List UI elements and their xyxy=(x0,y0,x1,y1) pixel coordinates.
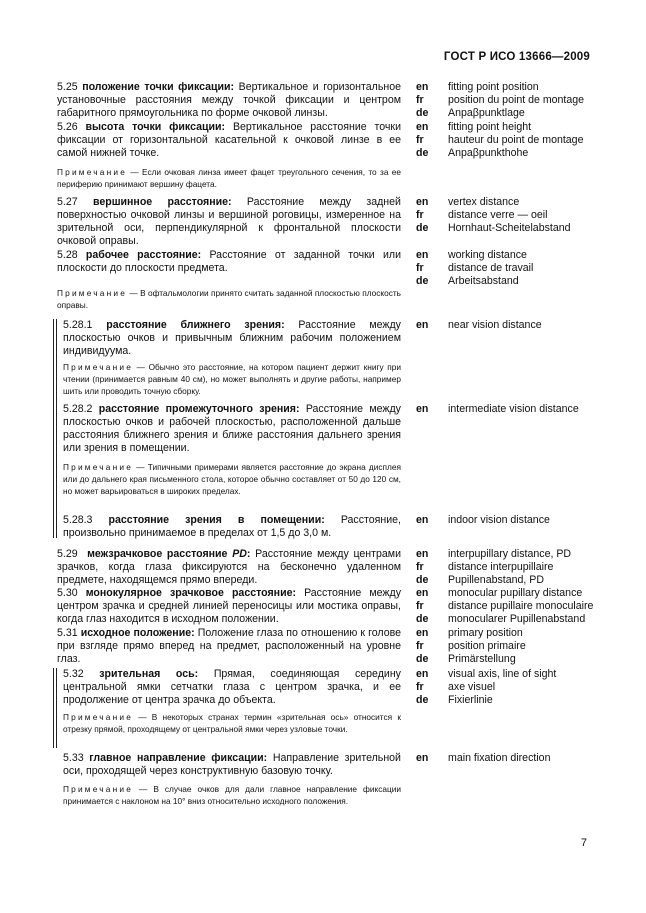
translation: interpupillary distance, PD xyxy=(448,548,572,560)
lang-code: en xyxy=(416,627,429,639)
term-number: 5.28.2 xyxy=(63,403,93,415)
term-number: 5.32 xyxy=(63,668,84,680)
term-definition: Расстояние между плоскостью очков и рабочей плоскостью, расположенной дальше расстояния ближнего зрения и ближе расстояния дальнего зрения или зрения в помещении. xyxy=(63,403,401,455)
lang-code: en xyxy=(416,403,429,415)
entry-5-33 xyxy=(63,752,401,778)
note-5-28-2 xyxy=(63,462,401,497)
translation: distance pupillaire monoculaire xyxy=(448,600,594,613)
term-number: 5.28 xyxy=(57,249,78,261)
term-number: 5.30 xyxy=(57,587,78,599)
term: вершинное расстояние: xyxy=(92,196,232,208)
translation: axe visuel xyxy=(448,681,496,694)
entry-5-28-2 xyxy=(63,403,401,455)
lang-code: fr xyxy=(416,561,424,574)
translations-5-28-1 xyxy=(416,319,542,332)
translation: near vision distance xyxy=(448,319,542,331)
lang-code: de xyxy=(416,222,429,235)
translation: vertex distance xyxy=(448,196,520,208)
translation: main fixation direction xyxy=(448,752,551,764)
note-text: — В случае очков для дали главное направление фиксации принимается с наклоном на 10° вниз относительно исходного положения. xyxy=(63,784,401,806)
term-definition: Расстояние между задней поверхностью очковой линзы и вершиной роговицы, измеренное на зрительной оси, перпендикулярной к фронтальной плоскости очковой оправы. xyxy=(57,196,401,248)
translations-5-30 xyxy=(416,587,593,626)
translation: hauteur du point de montage xyxy=(448,134,584,147)
note-text: — Обычно это расстояние, на котором пациент держит книгу при чтении (принимается равным 40 см), но может выполнять и другие работы, например шить или проводить точную сборку. xyxy=(63,362,401,396)
translation: Primärstellung xyxy=(448,653,516,666)
lang-code: en xyxy=(416,668,429,680)
term-number: 5.26 xyxy=(57,121,78,133)
term: межзрачковое расстояние xyxy=(87,548,228,560)
term: положение точки фиксации: xyxy=(82,81,235,93)
translations-5-33 xyxy=(416,752,550,765)
term-abbreviation: PD xyxy=(232,548,247,560)
term: высота точки фиксации: xyxy=(85,121,226,133)
term-number: 5.33 xyxy=(63,752,84,764)
note-label: Примечание xyxy=(63,712,134,722)
term: расстояние зрения в помещении: xyxy=(108,514,325,526)
lang-code: de xyxy=(416,147,429,160)
entry-5-32 xyxy=(63,668,401,707)
translation: Arbeitsabstand xyxy=(448,275,519,288)
lang-code: en xyxy=(416,319,429,331)
translation: working distance xyxy=(448,249,527,261)
lang-code: fr xyxy=(416,262,424,275)
translation: position du point de montage xyxy=(448,94,585,107)
lang-code: de xyxy=(416,613,429,626)
term-definition: Расстояние, произвольно принимаемое в пределах от 1,5 до 3,0 м. xyxy=(63,514,401,540)
note-text: — В офтальмологии принято считать заданной плоскостью плоскость оправы. xyxy=(57,288,401,310)
entry-5-25 xyxy=(57,81,401,120)
lang-code: de xyxy=(416,107,429,120)
term: рабочее расстояние: xyxy=(85,249,202,261)
lang-code: en xyxy=(416,81,429,93)
lang-code: fr xyxy=(416,640,424,653)
note-5-26 xyxy=(57,167,401,191)
lang-code: fr xyxy=(416,209,424,222)
translation: distance verre — oeil xyxy=(448,209,548,222)
lang-code: en xyxy=(416,752,429,764)
note-5-32 xyxy=(63,712,401,736)
term-definition: Направление зрительной оси, проходящей через конструктивную базовую точку. xyxy=(63,752,401,778)
lang-code: en xyxy=(416,587,429,599)
entry-5-30 xyxy=(57,587,401,626)
note-5-28-1 xyxy=(63,362,401,397)
translations-5-28-2 xyxy=(416,403,579,416)
translation: position primaire xyxy=(448,640,526,653)
term-definition: Расстояние между центром зрачка и средней линией переносицы или мостика оправы, когда глаз находится в исходном положении. xyxy=(57,587,401,626)
term-number: 5.27 xyxy=(57,196,78,208)
entry-5-27 xyxy=(57,196,401,248)
note-text: — В некоторых странах термин «зрительная ось» относится к отрезку прямой, проходящему от центральной ямки через узловые точки. xyxy=(63,712,401,734)
term-definition: Расстояние между плоскостью очков и привычным ближним рабочим положением индивидуума. xyxy=(63,319,401,358)
term: зрительная ось: xyxy=(99,668,199,680)
translation: monocular pupillary distance xyxy=(448,587,583,599)
note-label: Примечание xyxy=(57,167,128,177)
term-number: 5.31 xyxy=(57,627,78,639)
translation: fitting point position xyxy=(448,81,539,93)
term-number: 5.25 xyxy=(57,81,78,93)
lang-code: en xyxy=(416,249,429,261)
note-label: Примечание xyxy=(63,462,134,472)
term-definition: Расстояние между центрами зрачков, когда глаза фиксируются на бесконечно удаленном предмете, находящемся прямо впереди. xyxy=(57,548,401,587)
translation: visual axis, line of sight xyxy=(448,668,557,680)
page-number: 7 xyxy=(580,837,587,849)
translation: fitting point height xyxy=(448,121,532,133)
standard-header: ГОСТ Р ИСО 13666—2009 xyxy=(443,51,590,63)
term: главное направление фиксации: xyxy=(89,752,268,764)
translations-5-26 xyxy=(416,121,583,160)
entry-5-28-3 xyxy=(63,514,401,540)
translation: Anpaβpunkthohe xyxy=(448,147,529,160)
lang-code: de xyxy=(416,653,429,666)
translation: Anpaβpunktlage xyxy=(448,107,525,120)
translations-5-32 xyxy=(416,668,556,707)
entry-5-29: 5.29 межзрачковое расстояние PD: Расстояние между центрами зрачков, когда глаза фиксируются на бесконечно удаленном предмете, находящемся прямо впереди. xyxy=(57,548,401,587)
term: расстояние ближнего зрения: xyxy=(106,319,285,331)
note-5-33 xyxy=(63,784,401,808)
term-definition: Вертикальное и горизонтальное установочные расстояния между точкой фиксации и центром габаритного прямоугольника по форме очковой линзы. xyxy=(57,81,401,120)
lang-code: fr xyxy=(416,681,424,694)
term-number: 5.29 xyxy=(57,548,78,560)
term: расстояние промежуточного зрения: xyxy=(98,403,300,415)
note-label: Примечание xyxy=(57,288,128,298)
translation: distance interpupillaire xyxy=(448,561,554,574)
lang-code: en xyxy=(416,196,429,208)
lang-code: en xyxy=(416,514,429,526)
translation: Pupillenabstand, PD xyxy=(448,574,544,587)
entry-5-31 xyxy=(57,627,401,666)
note-text: — Если очковая линза имеет фацет треугольного сечения, то за ее периферию принимают вершину фацета. xyxy=(57,167,401,189)
note-5-28 xyxy=(57,288,401,312)
lang-code: fr xyxy=(416,94,424,107)
lang-code: de xyxy=(416,694,429,707)
translations-5-28 xyxy=(416,249,533,288)
entry-5-26 xyxy=(57,121,401,160)
term-definition: Положение глаза по отношению к голове при взгляде прямо вперед на предмет, расположенный на уровне глаз. xyxy=(57,627,401,666)
lang-code: en xyxy=(416,548,429,560)
lang-code: en xyxy=(416,121,429,133)
term-number: 5.28.1 xyxy=(63,319,93,331)
translation: primary position xyxy=(448,627,523,639)
translations-5-29 xyxy=(416,548,571,587)
change-bar xyxy=(53,668,57,748)
note-text: — Типичными примерами является расстояние до экрана дисплея или до дальнего края письменного стола, которое обычно составляет от 50 до 120 см, но может варьироваться в широких пределах. xyxy=(63,462,401,496)
translations-5-28-3 xyxy=(416,514,550,527)
translation: Fixierlinie xyxy=(448,694,493,707)
translation: intermediate vision distance xyxy=(448,403,579,415)
lang-code: fr xyxy=(416,134,424,147)
term-definition: Расстояние от заданной точки или плоскости до плоскости предмета. xyxy=(57,249,401,275)
term-number: 5.28.3 xyxy=(63,514,93,526)
term-definition: Прямая, соединяющая середину центральной ямки сетчатки глаза с центром зрачка, и ее продолжение от центра зрачка до объекта. xyxy=(63,668,401,707)
lang-code: fr xyxy=(416,600,424,613)
term: монокулярное зрачковое расстояние: xyxy=(85,587,296,599)
entry-5-28 xyxy=(57,249,401,275)
translations-5-25 xyxy=(416,81,584,120)
lang-code: de xyxy=(416,275,429,288)
translation: Hornhaut-Scheitelabstand xyxy=(448,222,571,235)
note-label: Примечание xyxy=(63,362,134,372)
term: исходное положение: xyxy=(80,627,195,639)
translations-5-31 xyxy=(416,627,526,666)
translation: monocularer Pupillenabstand xyxy=(448,613,586,626)
note-label: Примечание xyxy=(63,784,134,794)
translations-5-27 xyxy=(416,196,571,235)
lang-code: de xyxy=(416,574,429,587)
translation: distance de travail xyxy=(448,262,534,275)
entry-5-28-1 xyxy=(63,319,401,358)
change-bar xyxy=(53,319,57,538)
term-definition: Вертикальное расстояние точки фиксации от горизонтальной касательной к очковой линзе в ее самой нижней точке. xyxy=(57,121,401,160)
translation: indoor vision distance xyxy=(448,514,550,526)
